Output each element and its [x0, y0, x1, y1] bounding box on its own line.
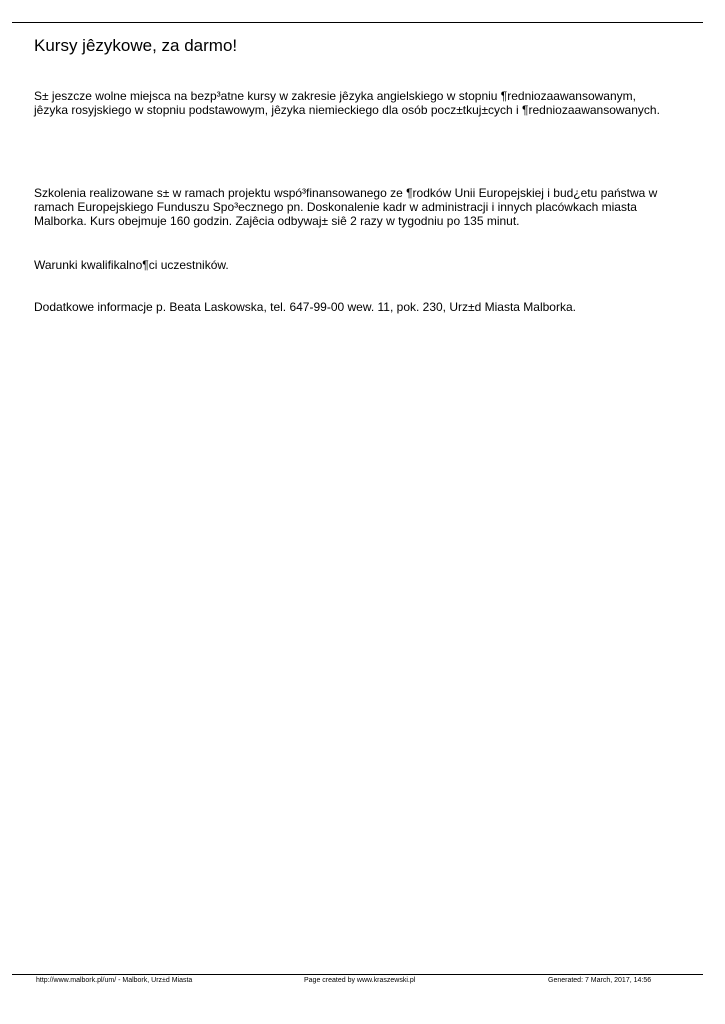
paragraph-line: ramach Europejskiego Funduszu Spo³ecznego pn. Doskonalenie kadr w administracji i innych placówkach miasta [34, 200, 637, 214]
paragraph-project-info [34, 186, 694, 228]
paragraph-line: Malborka. Kurs obejmuje 160 godzin. Zajêcia odbywaj± siê 2 razy w tygodniu po 135 minut. [34, 214, 520, 228]
page-title: Kursy jêzykowe, za darmo! [34, 36, 238, 55]
paragraph-free-spots [34, 89, 694, 117]
footer-credit: Page created by www.kraszewski.pl [304, 977, 416, 984]
paragraph-line: jêzyka rosyjskiego w stopniu podstawowym, jêzyka niemieckiego dla osób pocz±tkuj±cych i ¶redniozaawansowanych. [34, 103, 660, 117]
paragraph-qualification [34, 258, 694, 272]
header-rule [12, 22, 703, 23]
paragraph-line: Warunki kwalifikalno¶ci uczestników. [34, 258, 229, 272]
paragraph-contact [34, 300, 694, 314]
footer-rule [12, 974, 703, 975]
paragraph-line: Szkolenia realizowane s± w ramach projektu wspó³finansowanego ze ¶rodków Unii Europejskiej i bud¿etu państwa w [34, 186, 658, 200]
footer-generated: Generated: 7 March, 2017, 14:56 [548, 977, 652, 984]
footer-source: http://www.malbork.pl/um/ - Malbork, Urz±d Miasta [36, 977, 193, 984]
paragraph-line: S± jeszcze wolne miejsca na bezp³atne kursy w zakresie jêzyka angielskiego w stopniu ¶redniozaawansowanym, [34, 89, 636, 103]
paragraph-line: Dodatkowe informacje p. Beata Laskowska, tel. 647-99-00 wew. 11, pok. 230, Urz±d Miasta Malborka. [34, 300, 576, 314]
